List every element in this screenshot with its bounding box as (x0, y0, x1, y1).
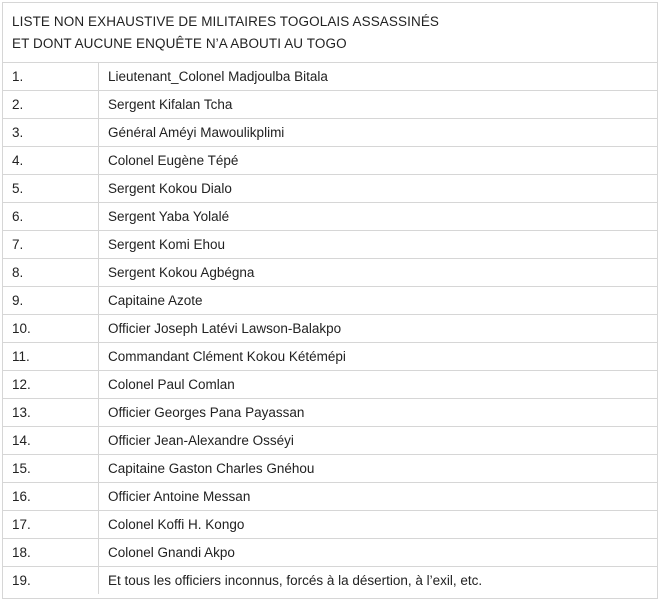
table-row (3, 427, 657, 455)
row-number: 15. (3, 455, 99, 483)
table-row (3, 91, 657, 119)
soldier-name: Colonel Paul Comlan (99, 371, 658, 399)
row-number: 18. (3, 539, 99, 567)
table-row (3, 231, 657, 259)
table-row (3, 203, 657, 231)
soldier-name: Colonel Eugène Tépé (99, 147, 658, 175)
heading-line-1: LISTE NON EXHAUSTIVE DE MILITAIRES TOGOLAIS ASSASSINÉS (12, 14, 440, 29)
table-row (3, 119, 657, 147)
soldiers-table-body (3, 63, 657, 594)
table-row (3, 315, 657, 343)
soldier-name: Sergent Komi Ehou (99, 231, 658, 259)
list-table-frame (2, 2, 658, 599)
soldier-name: Commandant Clément Kokou Kétémépi (99, 343, 658, 371)
row-number: 5. (3, 175, 99, 203)
soldier-name: Colonel Koffi H. Kongo (99, 511, 658, 539)
heading-line-2: ET DONT AUCUNE ENQUÊTE N’A ABOUTI AU TOGO (12, 36, 347, 51)
soldier-name: Colonel Gnandi Akpo (99, 539, 658, 567)
row-number: 12. (3, 371, 99, 399)
row-number: 3. (3, 119, 99, 147)
table-row (3, 539, 657, 567)
table-row (3, 287, 657, 315)
row-number: 4. (3, 147, 99, 175)
row-number: 13. (3, 399, 99, 427)
table-row (3, 511, 657, 539)
row-number: 19. (3, 567, 99, 595)
row-number: 1. (3, 63, 99, 91)
soldier-name: Sergent Yaba Yolalé (99, 203, 658, 231)
soldier-name: Général Améyi Mawoulikplimi (99, 119, 658, 147)
row-number: 8. (3, 259, 99, 287)
table-row (3, 455, 657, 483)
soldier-name: Sergent Kifalan Tcha (99, 91, 658, 119)
soldier-name: Officier Georges Pana Payassan (99, 399, 658, 427)
soldier-name: Officier Antoine Messan (99, 483, 658, 511)
row-number: 9. (3, 287, 99, 315)
row-number: 10. (3, 315, 99, 343)
row-number: 6. (3, 203, 99, 231)
table-row (3, 63, 657, 91)
soldier-name: Capitaine Azote (99, 287, 658, 315)
table-row (3, 343, 657, 371)
table-row (3, 371, 657, 399)
row-number: 17. (3, 511, 99, 539)
row-number: 7. (3, 231, 99, 259)
table-row (3, 483, 657, 511)
soldiers-table (3, 63, 657, 594)
soldier-name: Sergent Kokou Dialo (99, 175, 658, 203)
table-row (3, 399, 657, 427)
soldier-name: Officier Joseph Latévi Lawson-Balakpo (99, 315, 658, 343)
table-row (3, 175, 657, 203)
row-number: 14. (3, 427, 99, 455)
table-row (3, 259, 657, 287)
table-row (3, 567, 657, 595)
soldier-name: Sergent Kokou Agbégna (99, 259, 658, 287)
soldier-name: Et tous les officiers inconnus, forcés à la désertion, à l’exil, etc. (108, 573, 483, 588)
soldier-name: Capitaine Gaston Charles Gnéhou (99, 455, 658, 483)
soldier-name: Officier Jean-Alexandre Osséyi (99, 427, 658, 455)
row-number: 2. (3, 91, 99, 119)
row-number: 16. (3, 483, 99, 511)
soldier-name: Lieutenant_Colonel Madjoulba Bitala (99, 63, 658, 91)
table-row (3, 147, 657, 175)
table-heading (3, 3, 657, 63)
row-number: 11. (3, 343, 99, 371)
